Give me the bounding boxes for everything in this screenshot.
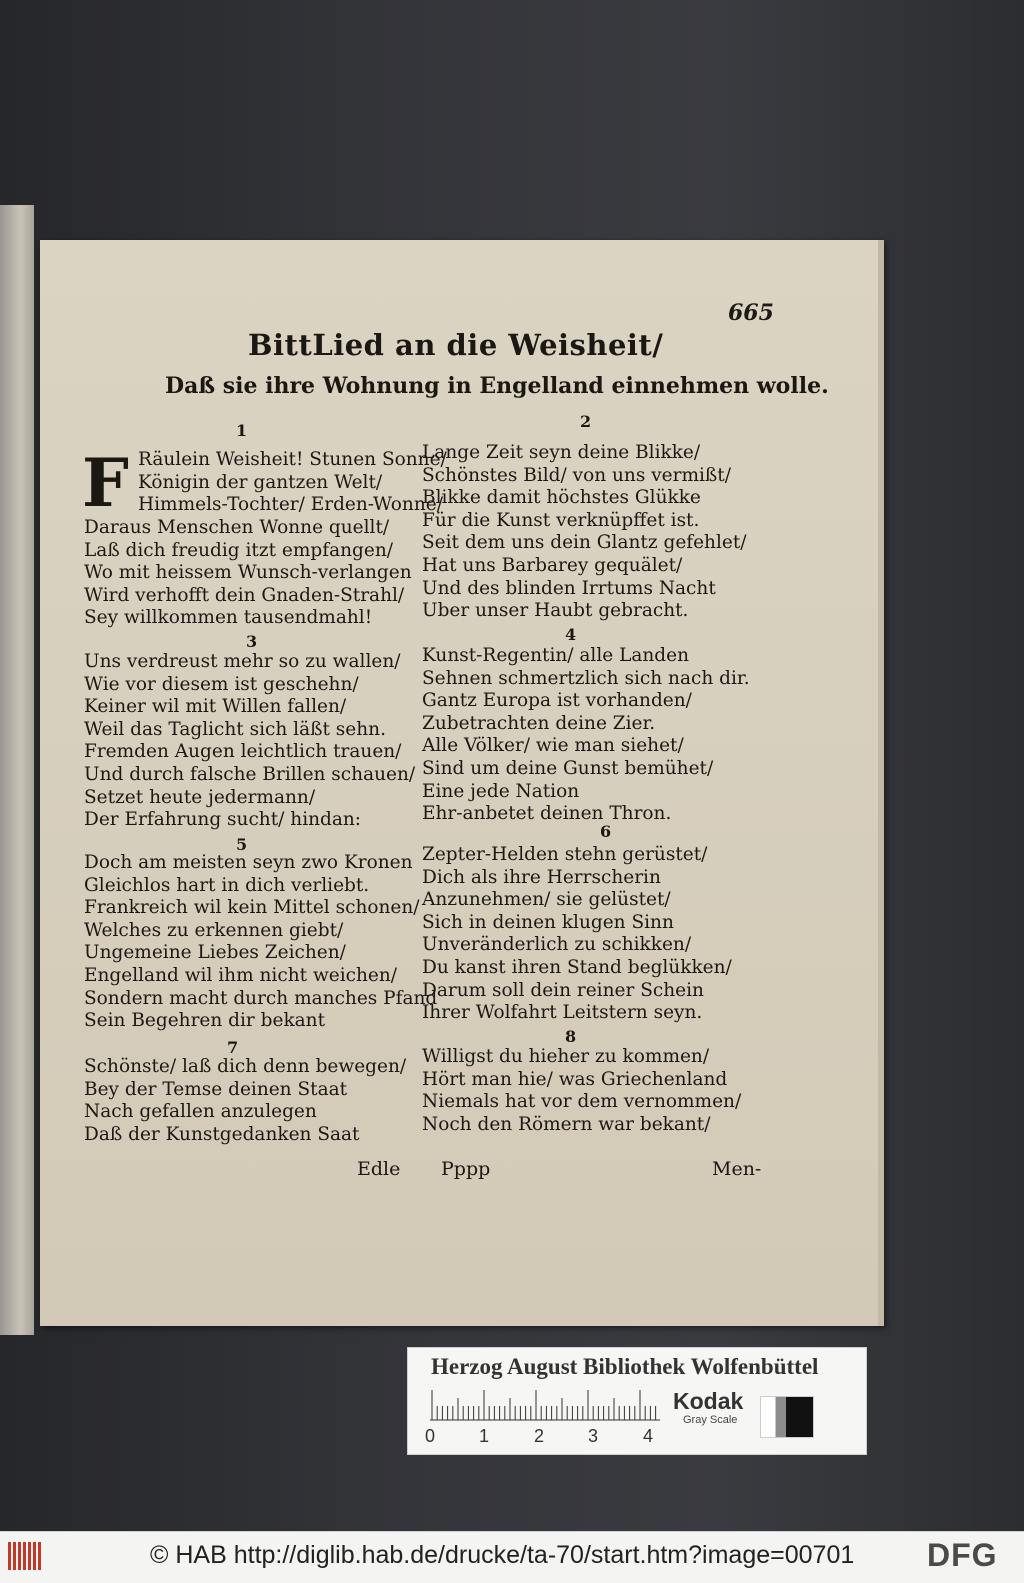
copyright-link[interactable]: © HAB http://diglib.hab.de/drucke/ta-70/start.htm?image=00701 (150, 1541, 855, 1569)
verse-line: Bey der Temse deinen Staat (84, 1078, 348, 1100)
verse-line: Sich in deinen klugen Sinn (422, 911, 674, 933)
stanza-number: 1 (236, 421, 248, 440)
footer-bar (0, 1531, 1024, 1583)
catchword: Men- (712, 1158, 762, 1180)
verse-line: Engelland wil ihm nicht weichen/ (84, 964, 398, 986)
stanza-1-part-a (138, 449, 447, 517)
verse-line: Doch am meisten seyn zwo Kronen (84, 852, 413, 873)
verse-line: Daraus Menschen Wonne quellt/ (84, 517, 390, 538)
verse-line: Niemals hat vor dem vernommen/ (422, 1091, 742, 1113)
signature-mark: Pppp (441, 1158, 491, 1180)
kodak-logo: Kodak (673, 1388, 744, 1414)
verse-line: Wird verhofft dein Gnaden-Strahl/ (84, 584, 405, 606)
stanza-number: 8 (565, 1027, 577, 1046)
stanza-1-part-b (84, 517, 412, 630)
stanza-4 (422, 645, 750, 826)
verse-line: Ehr-anbetet deinen Thron. (422, 803, 672, 825)
stanza-number: 7 (227, 1038, 239, 1057)
stanza-number: 6 (600, 822, 612, 841)
verse-line: Hat uns Barbarey gequälet/ (422, 554, 683, 576)
verse-line: Laß dich freudig itzt empfangen/ (84, 539, 393, 561)
verse-line: Unveränderlich zu schikken/ (422, 934, 692, 956)
verse-line: Noch den Römern war bekant/ (422, 1113, 711, 1135)
verse-line: Welches zu erkennen giebt/ (84, 919, 344, 941)
verse-line: Darum soll dein reiner Schein (422, 979, 704, 1001)
dfg-logo: DFG (927, 1537, 998, 1573)
verse-line: Himmels-Tochter/ Erden-Wonne/ (138, 494, 443, 516)
verse-line: Anzunehmen/ sie gelüstet/ (422, 889, 671, 911)
stanza-6 (422, 844, 732, 1025)
verse-line: Der Erfahrung sucht/ hindan: (84, 809, 362, 831)
verse-line: Daß der Kunstgedanken Saat (84, 1123, 360, 1145)
verse-line: Sind um deine Gunst bemühet/ (422, 757, 714, 779)
ruler-label: 2 (534, 1426, 545, 1446)
verse-line: Uns verdreust mehr so zu wallen/ (84, 651, 401, 672)
verse-line: Sein Begehren dir bekant (84, 1010, 326, 1032)
verse-line: Königin der gantzen Welt/ (138, 471, 383, 493)
stanza-7 (84, 1056, 406, 1146)
verse-line: Wo mit heissem Wunsch-verlangen (84, 562, 412, 584)
stanza-5 (84, 852, 437, 1033)
catchword: Edle (357, 1158, 401, 1180)
verse-line: Seit dem uns dein Glantz gefehlet/ (422, 532, 747, 554)
verse-line: Eine jede Nation (422, 780, 580, 802)
verse-line: Weil das Taglicht sich läßt sehn. (84, 718, 386, 740)
verse-line: Wie vor diesem ist geschehn/ (84, 673, 359, 695)
verse-line: Kunst-Regentin/ alle Landen (422, 645, 690, 666)
verse-line: Hört man hie/ was Griechenland (422, 1068, 728, 1090)
poem-title: BittLied an die Weisheit/ (248, 328, 664, 362)
verse-line: Lange Zeit seyn deine Blikke/ (422, 442, 701, 463)
ruler-label: 1 (479, 1426, 490, 1446)
hab-logo-icon (6, 1538, 46, 1574)
verse-line: Ihrer Wolfahrt Leitstern seyn. (422, 1002, 703, 1024)
verse-line: Zepter-Helden stehn gerüstet/ (422, 844, 708, 865)
verse-line: Sondern macht durch manches Pfand (84, 987, 438, 1009)
verse-line: Alle Völker/ wie man siehet/ (422, 735, 684, 757)
ruler-label: 3 (588, 1426, 599, 1446)
verse-line: Dich als ihre Herrscherin (422, 866, 661, 888)
verse-line: Sey willkommen tausendmahl! (84, 607, 373, 629)
stanza-2 (422, 442, 747, 623)
previous-page-edge (0, 205, 34, 1335)
page-number: 665 (728, 300, 774, 326)
verse-line: Keiner wil mit Willen fallen/ (84, 696, 347, 718)
verse-line: Nach gefallen anzulegen (84, 1101, 317, 1123)
verse-line: Und des blinden Irrtums Nacht (422, 577, 716, 599)
library-name: Herzog August Bibliothek Wolfenbüttel (431, 1354, 819, 1379)
gray-scale-label: Gray Scale (683, 1414, 738, 1426)
verse-line: Blikke damit höchstes Glükke (422, 487, 701, 509)
stanza-number: 3 (246, 632, 258, 651)
verse-line: Sehnen schmertzlich sich nach dir. (422, 667, 750, 689)
verse-line: Setzet heute jedermann/ (84, 786, 316, 808)
poem-subtitle: Daß sie ihre Wohnung in Engelland einnehmen wolle. (165, 373, 829, 399)
stanza-number: 5 (236, 835, 248, 854)
ruler-labels (425, 1426, 665, 1448)
verse-line: Schönste/ laß dich denn bewegen/ (84, 1056, 407, 1077)
gray-scale-swatch (760, 1396, 814, 1438)
drop-cap: F (82, 444, 129, 522)
stanza-number: 2 (580, 412, 592, 431)
verse-line: Willigst du hieher zu kommen/ (422, 1046, 710, 1067)
verse-line: Für die Kunst verknüpffet ist. (422, 509, 700, 531)
color-scale-card (407, 1347, 867, 1455)
stanza-number: 4 (565, 625, 577, 644)
verse-line: Räulein Weisheit! Stunen Sonne/ (138, 449, 447, 470)
verse-line: Frankreich wil kein Mittel schonen/ (84, 897, 420, 919)
verse-line: Du kanst ihren Stand beglükken/ (422, 956, 732, 978)
verse-line: Gleichlos hart in dich verliebt. (84, 874, 370, 896)
verse-line: Uber unser Haubt gebracht. (422, 600, 689, 622)
verse-line: Schönstes Bild/ von uns vermißt/ (422, 464, 731, 486)
verse-line: Zubetrachten deine Zier. (422, 712, 656, 734)
verse-line: Ungemeine Liebes Zeichen/ (84, 942, 346, 964)
verse-line: Gantz Europa ist vorhanden/ (422, 690, 692, 712)
verse-line: Fremden Augen leichtlich trauen/ (84, 741, 402, 763)
ruler-scale (430, 1390, 660, 1422)
stanza-3 (84, 651, 415, 832)
stanza-8 (422, 1046, 741, 1136)
verse-line: Und durch falsche Brillen schauen/ (84, 763, 416, 785)
ruler-label: 0 (425, 1426, 436, 1446)
ruler-label: 4 (643, 1426, 654, 1446)
